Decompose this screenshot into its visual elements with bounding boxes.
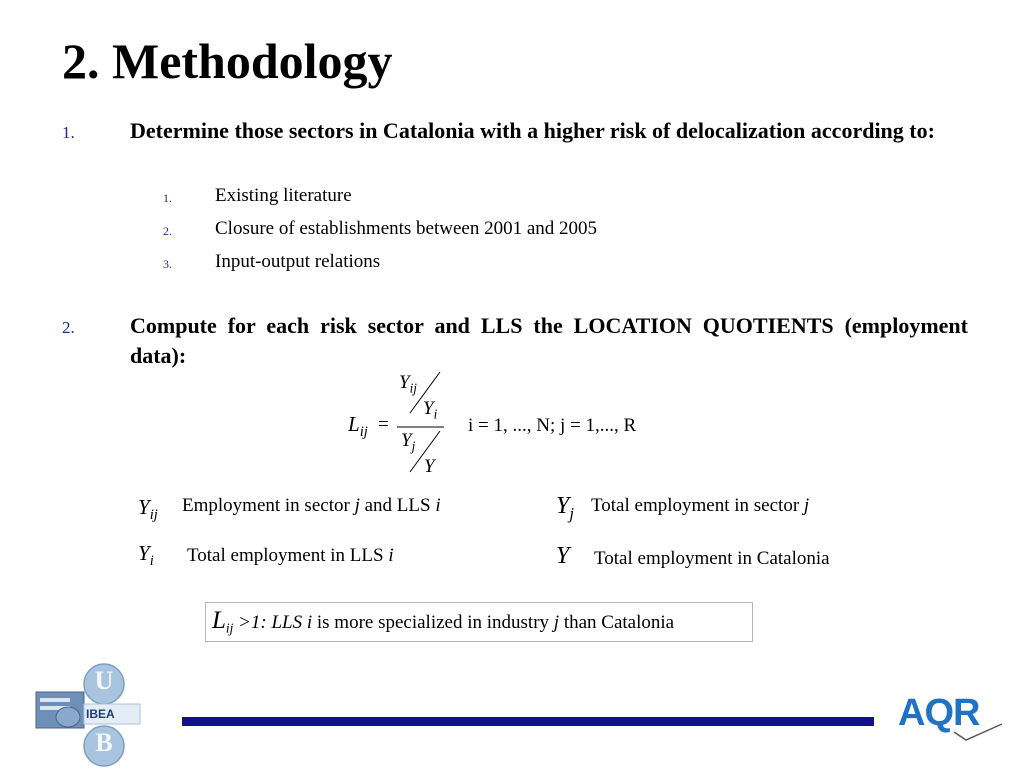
conclusion-box [205,602,753,642]
logo-letter-b: B [95,728,113,757]
item-1-text: Determine those sectors in Catalonia with a higher risk of delocalization according to: [130,118,935,143]
item-2-number: 2. [62,318,75,337]
symbol-y: Y [556,543,570,569]
definition-y: Total employment in Catalonia [594,548,830,569]
aqr-logo-check-icon [896,692,1008,742]
subitem-1-number: 1. [163,191,172,205]
conclusion-text: $L_{ij} >1$: LLS i is more specialized in industry j than Catalonia [212,607,675,636]
item-1-number: 1. [62,123,75,142]
definition-yj: Total employment in sector j [591,495,810,516]
definition-yi: Total employment in LLS i [187,545,394,566]
subitem-3-text: Input-output relations [215,251,381,272]
formula-numerator-bottom: $Y_i$ [423,398,438,422]
logo-text-ibea: IBEA [86,707,115,721]
formula-denominator-bottom: Y [424,456,435,477]
ub-ibea-logo [34,662,154,768]
subitem-1-text: Existing literature [215,185,352,206]
subitem-3-number: 3. [163,257,172,271]
formula-numerator-top: $Y_{ij}$ [399,372,417,396]
symbol-yi: $Y_i$ [138,541,154,570]
aqr-logo [896,692,1008,742]
formula-lhs: $L_{ij}$ [348,412,368,441]
subitem-2-text: Closure of establishments between 2001 and 2005 [215,218,598,239]
symbol-yij: $Y_{ij}$ [138,495,158,524]
location-quotient-formula [340,368,660,478]
symbol-yj: $Y_j$ [556,493,575,523]
definition-yij: Employment in sector j and LLS i [182,495,441,516]
subitem-2-number: 2. [163,224,172,238]
item-2-text: Compute for each risk sector and LLS the LOCATION QUOTIENTS (employment data): [130,313,968,368]
formula-equals: = [378,414,389,435]
aqr-logo-text: AQR [898,692,980,734]
formula-range: i = 1, ..., N; j = 1,..., R [468,415,637,436]
logo-letter-u: U [94,666,114,695]
footer-bar [182,717,874,726]
slide-title: 2. Methodology [62,33,393,89]
formula-denominator-top: $Y_j$ [401,430,416,454]
